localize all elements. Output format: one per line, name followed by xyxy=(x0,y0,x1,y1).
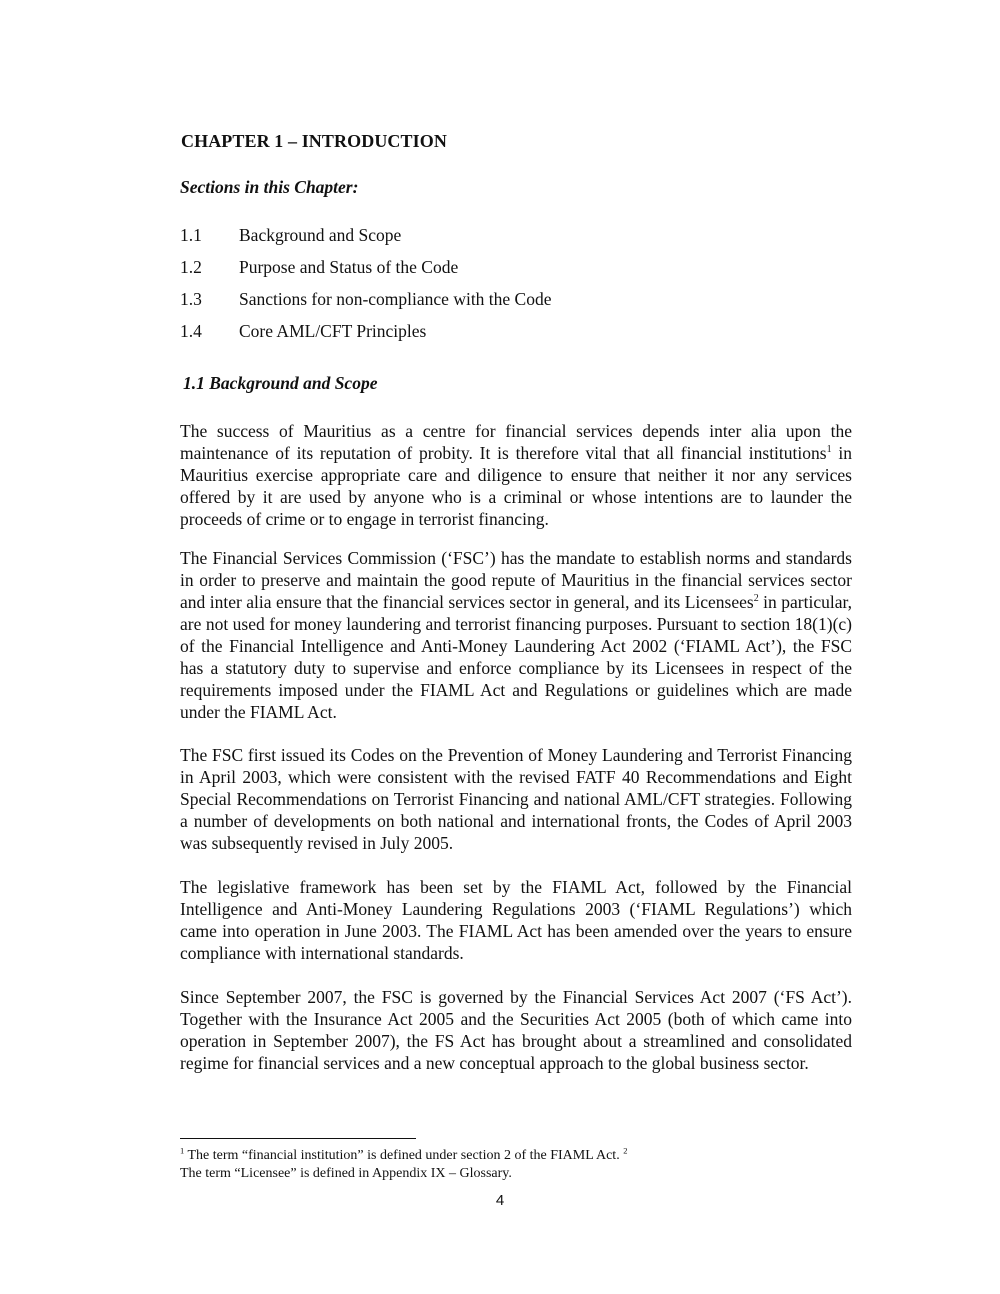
footnote-ref-1: 1 xyxy=(826,444,832,456)
section-list-item xyxy=(180,320,780,352)
section-title: Purpose and Status of the Code xyxy=(239,257,459,277)
section-list xyxy=(180,224,780,352)
section-number: 1.3 xyxy=(180,289,202,309)
page-number: 4 xyxy=(495,1192,505,1209)
footnote-ref-2: 2 xyxy=(753,593,759,605)
footnote-1-marker: 1 xyxy=(180,1145,185,1156)
paragraph-2-text-a: The Financial Services Commission (‘FSC’) has the mandate to establish norms and standards in order to preserve and maintain the good repute of Mauritius in the financial services sector and inter alia ensure that the financial services sector in general, and its Licensees xyxy=(180,548,852,612)
footnote-1-text: The term “financial institution” is defined under section 2 of the FIAML Act. xyxy=(184,1148,624,1163)
footnotes xyxy=(180,1147,720,1183)
section-title: Background and Scope xyxy=(239,225,402,245)
section-title: Core AML/CFT Principles xyxy=(239,321,427,341)
paragraph-2 xyxy=(180,547,852,723)
section-number: 1.2 xyxy=(180,257,202,277)
paragraph-1-text-b: in Mauritius exercise appropriate care and diligence to ensure that neither it nor any services offered by it are used by anyone who is a criminal or whose intentions are to launder the proceeds of crime or to engage in terrorist financing. xyxy=(180,443,852,529)
sections-heading: Sections in this Chapter: xyxy=(180,177,359,197)
paragraph-1 xyxy=(180,420,852,530)
section-heading: 1.1 Background and Scope xyxy=(183,373,378,393)
section-number: 1.4 xyxy=(180,321,202,341)
section-title: Sanctions for non-compliance with the Code xyxy=(239,289,552,309)
chapter-title: CHAPTER 1 – INTRODUCTION xyxy=(181,131,447,151)
paragraph-2-text-b: in particular, are not used for money laundering and terrorist financing purposes. Pursuant to section 18(1)(c) of the Financial Intelligence and Anti-Money Laundering Act 2002 (‘FIAML Act’), the FSC has a statutory duty to supervise and enforce compliance by its Licensees in respect of the requirements imposed under the FIAML Act and Regulations or guidelines which are made under the FIAML Act. xyxy=(180,592,852,722)
paragraph-3: The FSC first issued its Codes on the Prevention of Money Laundering and Terrorist Financing in April 2003, which were consistent with the revised FATF 40 Recommendations and Eight Special Recommendations on Terrorist Financing and national AML/CFT strategies. Following a number of developments on both national and international fronts, the Codes of April 2003 was subsequently revised in July 2005. xyxy=(180,745,852,853)
section-list-item xyxy=(180,288,780,320)
footnote-divider xyxy=(180,1138,416,1139)
section-list-item xyxy=(180,256,780,288)
section-number: 1.1 xyxy=(180,225,202,245)
footnote-2-marker: 2 xyxy=(623,1145,628,1156)
footnote-2-text: The term “Licensee” is defined in Appendix IX – Glossary. xyxy=(180,1166,512,1181)
paragraph-5: Since September 2007, the FSC is governed by the Financial Services Act 2007 (‘FS Act’). Together with the Insurance Act 2005 and the Securities Act 2005 (both of which came into operation in September 2007), the FS Act has brought about a streamlined and consolidated regime for financial services and a new conceptual approach to the global business sector. xyxy=(180,987,852,1073)
paragraph-4: The legislative framework has been set by the FIAML Act, followed by the Financial Intelligence and Anti-Money Laundering Regulations 2003 (‘FIAML Regulations’) which came into operation in June 2003. The FIAML Act has been amended over the years to ensure compliance with international standards. xyxy=(180,877,852,963)
section-list-item xyxy=(180,224,780,256)
paragraph-1-text-a: The success of Mauritius as a centre for financial services depends inter alia upon the maintenance of its reputation of probity. It is therefore vital that all financial institutions xyxy=(180,421,852,463)
